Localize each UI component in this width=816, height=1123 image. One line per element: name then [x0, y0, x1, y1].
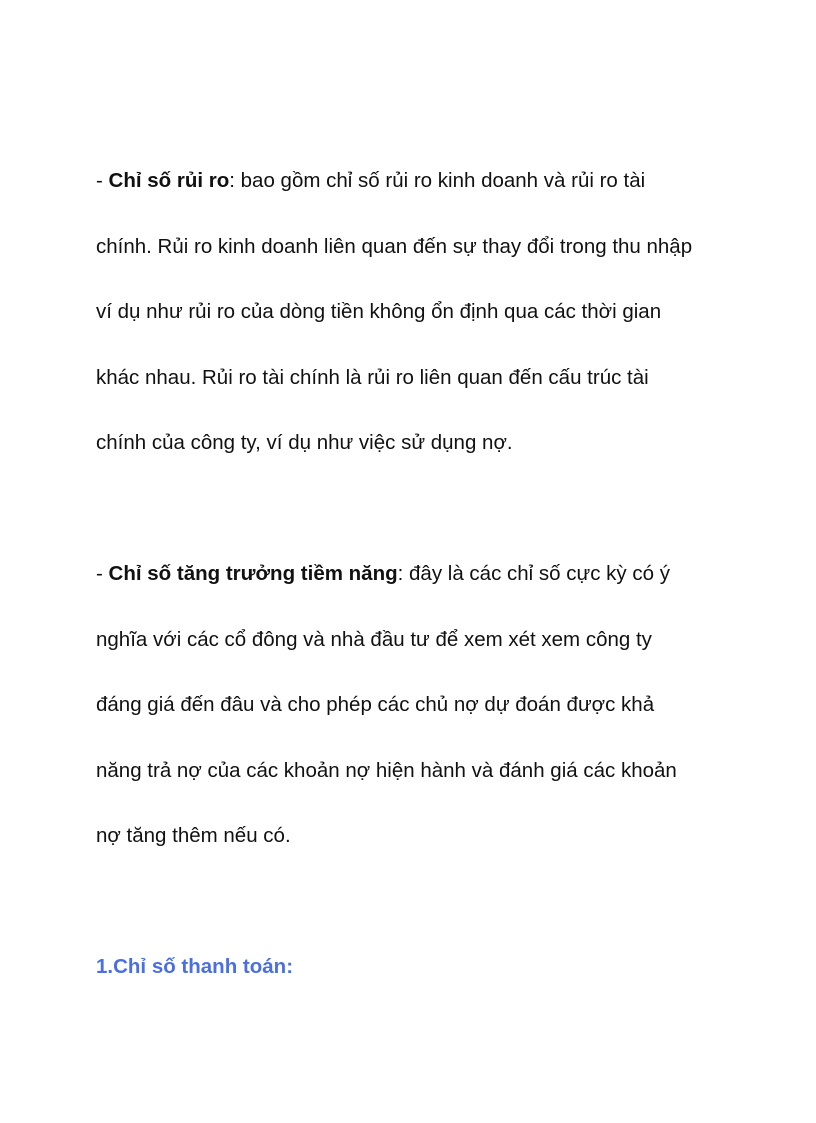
- document-page: [96, 148, 736, 1000]
- term-risk-ratios: Chỉ số rủi ro: [108, 169, 230, 192]
- text-line: đáng giá đến đâu và cho phép các chủ nợ dự đoán được khả: [96, 693, 655, 716]
- paragraph-spacer: [96, 869, 736, 935]
- text-line: năng trả nợ của các khoản nợ hiện hành và đánh giá các khoản: [96, 758, 677, 782]
- line-text: : bao gồm chỉ số rủi ro kinh doanh và rủi ro tài: [229, 169, 646, 192]
- text-line: [96, 541, 736, 607]
- section-heading: 1.Chỉ số thanh toán:: [96, 955, 294, 978]
- text-line: ví dụ như rủi ro của dòng tiền không ổn định qua các thời gian: [96, 300, 662, 323]
- text-line: nghĩa với các cổ đông và nhà đầu tư để xem xét xem công ty: [96, 627, 652, 651]
- text-line: nợ tăng thêm nếu có.: [96, 824, 291, 847]
- paragraph-risk-ratios: [96, 148, 736, 476]
- bullet-dash: -: [96, 562, 109, 585]
- text-line: khác nhau. Rủi ro tài chính là rủi ro liên quan đến cấu trúc tài: [96, 365, 649, 389]
- text-line: [96, 148, 736, 214]
- text-line: chính của công ty, ví dụ như việc sử dụng nợ.: [96, 431, 513, 454]
- text-line: chính. Rủi ro kinh doanh liên quan đến sự thay đổi trong thu nhập: [96, 234, 693, 258]
- paragraph-spacer: [96, 476, 736, 542]
- term-growth-potential: Chỉ số tăng trưởng tiềm năng: [108, 562, 398, 585]
- line-text: : đây là các chỉ số cực kỳ có ý: [397, 562, 670, 585]
- paragraph-growth-potential: [96, 541, 736, 869]
- bullet-dash: -: [96, 169, 109, 192]
